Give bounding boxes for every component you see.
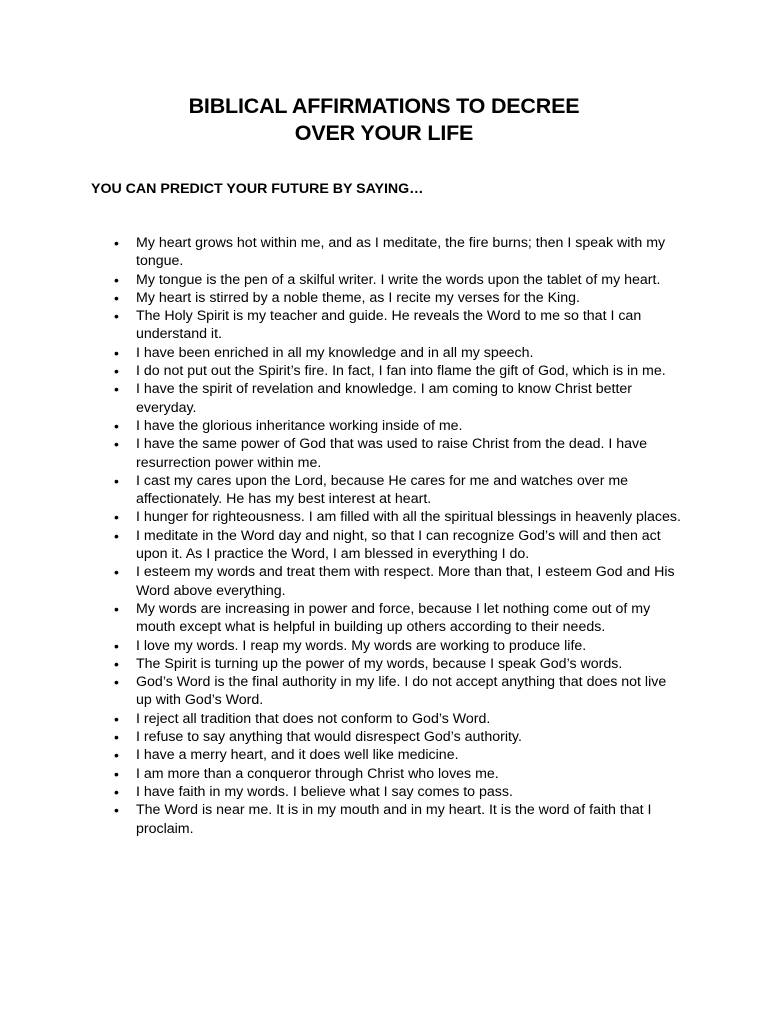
title-line-1: BIBLICAL AFFIRMATIONS TO DECREE [188, 94, 580, 118]
list-item [0, 472, 681, 509]
bullet-icon: • [114, 802, 119, 819]
list-item [0, 765, 681, 783]
list-item [0, 380, 681, 417]
affirmation-text: I have faith in my words. I believe what I say comes to pass. [136, 783, 513, 800]
list-item [0, 600, 681, 637]
affirmation-text: I esteem my words and treat them with respect. More than that, I esteem God and His Word above everything. [136, 564, 675, 599]
affirmation-text: My heart grows hot within me, and as I meditate, the fire burns; then I speak with my tongue. [136, 235, 666, 270]
affirmation-text: My heart is stirred by a noble theme, as I recite my verses for the King. [136, 289, 580, 306]
affirmation-text: The Word is near me. It is in my mouth and in my heart. It is the word of faith that I proclaim. [136, 802, 652, 837]
bullet-icon: • [114, 600, 119, 617]
list-item [0, 655, 681, 673]
list-item [0, 344, 681, 362]
list-item [0, 417, 681, 435]
affirmation-text: The Spirit is turning up the power of my words, because I speak God’s words. [136, 655, 623, 672]
list-item [0, 673, 681, 710]
list-item [0, 710, 681, 728]
bullet-icon: • [114, 436, 119, 453]
bullet-icon: • [114, 637, 119, 654]
affirmation-text: My words are increasing in power and force, because I let nothing come out of my mouth except what is helpful in building up others according to their needs. [136, 600, 651, 636]
affirmation-text: My tongue is the pen of a skilful writer. I write the words upon the tablet of my heart. [136, 271, 661, 288]
bullet-icon: • [114, 472, 119, 489]
affirmation-text: I reject all tradition that does not conform to God’s Word. [136, 710, 491, 727]
affirmation-text: I have the same power of God that was used to raise Christ from the dead. I have resurrection power within me. [136, 436, 648, 471]
bullet-icon: • [114, 674, 119, 691]
bullet-icon: • [114, 527, 119, 544]
list-item [0, 508, 681, 526]
affirmations-list [0, 234, 768, 838]
affirmation-text: I refuse to say anything that would disrespect God’s authority. [136, 729, 522, 746]
affirmation-text: I cast my cares upon the Lord, because He cares for me and watches over me affectionately. He has my best interest at heart. [136, 472, 629, 508]
list-item [0, 801, 681, 838]
list-item [0, 728, 681, 746]
bullet-icon: • [114, 747, 119, 764]
affirmation-text: God’s Word is the final authority in my life. I do not accept anything that does not live up with God’s Word. [136, 674, 667, 709]
bullet-icon: • [114, 564, 119, 581]
bullet-icon: • [114, 509, 119, 526]
affirmation-text: I do not put out the Spirit’s fire. In fact, I fan into flame the gift of God, which is in me. [136, 363, 666, 380]
document-subtitle: YOU CAN PREDICT YOUR FUTURE BY SAYING… [91, 181, 424, 197]
affirmation-text: I have the spirit of revelation and knowledge. I am coming to know Christ better everyday. [136, 381, 633, 416]
affirmation-text: I have the glorious inheritance working inside of me. [136, 417, 463, 434]
list-item [0, 637, 681, 655]
affirmation-text: I love my words. I reap my words. My words are working to produce life. [136, 637, 587, 654]
bullet-icon: • [114, 729, 119, 746]
bullet-icon: • [114, 363, 119, 380]
title-line-2: OVER YOUR LIFE [294, 121, 474, 145]
bullet-icon: • [114, 235, 119, 251]
affirmation-text: I have a merry heart, and it does well like medicine. [136, 747, 459, 764]
document-title [0, 93, 768, 147]
list-item [0, 271, 681, 289]
list-item [0, 234, 681, 271]
affirmation-text: I hunger for righteousness. I am filled with all the spiritual blessings in heavenly places. [136, 509, 681, 526]
list-item [0, 435, 681, 472]
list-item [0, 783, 681, 801]
affirmation-text: I have been enriched in all my knowledge and in all my speech. [136, 344, 534, 361]
bullet-icon: • [114, 271, 119, 288]
bullet-icon: • [114, 289, 119, 306]
list-item [0, 746, 681, 764]
list-item [0, 563, 681, 600]
bullet-icon: • [114, 655, 119, 672]
bullet-icon: • [114, 710, 119, 727]
list-item [0, 289, 681, 307]
list-item [0, 527, 681, 564]
bullet-icon: • [114, 381, 119, 398]
list-item [0, 362, 681, 380]
bullet-icon: • [114, 765, 119, 782]
affirmation-text: I meditate in the Word day and night, so that I can recognize God’s will and then act upon it. As I practice the Word, I am blessed in everything I do. [136, 527, 661, 563]
bullet-icon: • [114, 344, 119, 361]
bullet-icon: • [114, 308, 119, 325]
affirmation-text: I am more than a conqueror through Christ who loves me. [136, 765, 499, 782]
bullet-icon: • [114, 417, 119, 434]
affirmation-text: The Holy Spirit is my teacher and guide. He reveals the Word to me so that I can understand it. [136, 308, 642, 343]
list-item [0, 307, 681, 344]
bullet-icon: • [114, 783, 119, 800]
